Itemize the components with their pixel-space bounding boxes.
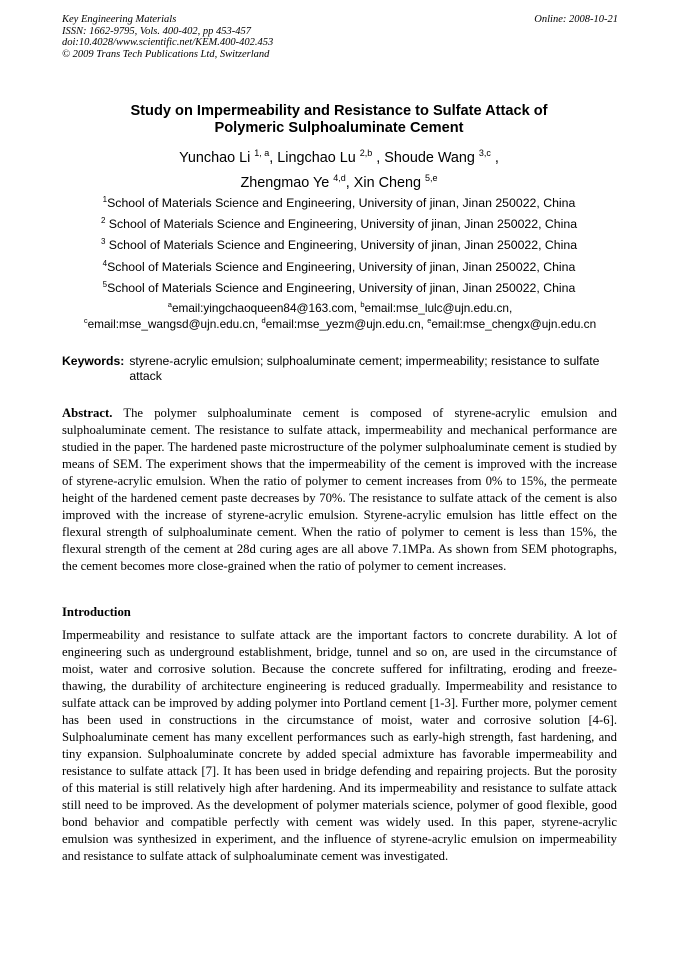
author-separator: ,: [490, 150, 499, 166]
author-affil-sup: 2,b: [359, 148, 373, 158]
author-name: Xin Cheng: [353, 175, 422, 191]
issn-line: ISSN: 1662-9795, Vols. 400-402, pp 453-457: [62, 25, 251, 37]
abstract-paragraph: [62, 405, 617, 575]
email-sup: c: [83, 315, 88, 325]
title-line-1: Study on Impermeability and Resistance to Sulfate Attack of: [130, 103, 548, 119]
author-affil-sup: 3,c: [478, 148, 491, 158]
affiliation-sup: 3: [100, 237, 106, 247]
author-name: Zhengmao Ye: [240, 175, 330, 191]
affiliation-text: School of Materials Science and Engineering, University of jinan, Jinan 250022, China: [105, 238, 578, 253]
keywords-text: styrene-acrylic emulsion; sulphoaluminate cement; impermeability; resistance to sulfate attack: [129, 354, 600, 383]
affiliation-item: [62, 257, 616, 278]
email-link[interactable]: email:mse_yezm@ujn.edu.cn,: [265, 316, 428, 331]
author-name: Yunchao Li: [179, 150, 251, 166]
abstract-label: Abstract.: [62, 406, 113, 420]
email-link[interactable]: email:mse_wangsd@ujn.edu.cn,: [87, 316, 262, 331]
email-sup: e: [427, 315, 432, 325]
paper-title: [62, 103, 616, 137]
online-date: Online: 2008-10-21: [534, 14, 618, 25]
email-sup: b: [360, 300, 365, 309]
author-affil-sup: 5,e: [425, 173, 438, 183]
email-link[interactable]: email:yingchaoqueen84@163.com,: [171, 301, 361, 315]
keywords-block: [62, 354, 618, 384]
affiliation-text: School of Materials Science and Engineering, University of jinan, Jinan 250022, China: [107, 259, 576, 274]
author-affil-sup: 1, a: [254, 148, 270, 158]
title-line-2: Polymeric Sulphoaluminate Cement: [214, 120, 464, 136]
author-affil-sup: 4,d: [333, 173, 346, 183]
affiliation-text: School of Materials Science and Engineering, University of jinan, Jinan 250022, China: [107, 196, 576, 210]
author-separator: ,: [372, 150, 385, 166]
author-name: Shoude Wang: [384, 150, 475, 166]
affiliation-sup: 5: [102, 279, 108, 289]
journal-name: Key Engineering Materials: [62, 14, 177, 25]
email-sup: a: [167, 300, 172, 309]
affiliation-item: [62, 278, 616, 299]
doi-line: doi:10.4028/www.scientific.net/KEM.400-402.453: [62, 37, 274, 48]
abstract-text: The polymer sulphoaluminate cement is composed of styrene-acrylic emulsion and sulphoaluminate cement. The resistance to sulfate attack, impermeability and mechanical performance are studied in the paper. The hardened paste microstructure of the polymer sulphoaluminate cement is studied by means of SEM. The experiment shows that the impermeability of the cement is improved with the increase of styrene-acrylic emulsion. When the ratio of polymer to cement increases from 0% to 15%, the permeate height of the hardened cement paste decreases by 70%. The resistance to sulfate attack of the cement is also improved with the increase of styrene-acrylic emulsion. Styrene-acrylic emulsion has little effect on the flexural strength of sulphoaluminate cement. When the ratio of polymer to cement is less than 15%, the flexural strength of the cement at 28d curing ages are all above 7.1MPa. As shown from SEM photographs, the cement becomes more close-grained when the ratio of polymer to cement increases.: [62, 406, 617, 573]
author-separator: ,: [269, 150, 278, 166]
affiliation-text: School of Materials Science and Engineering, University of jinan, Jinan 250022, China: [107, 280, 576, 295]
affiliation-text: School of Materials Science and Engineering, University of jinan, Jinan 250022, China: [105, 217, 578, 232]
affiliation-item: [62, 214, 616, 235]
copyright-line: © 2009 Trans Tech Publications Ltd, Switzerland: [62, 48, 270, 60]
author-name: Lingchao Lu: [277, 150, 356, 166]
email-link[interactable]: email:mse_lulc@ujn.edu.cn,: [364, 301, 513, 315]
introduction-paragraph: Impermeability and resistance to sulfate attack are the important factors to concrete durability. A lot of engineering such as underground establishment, bridge, tunnel and so on, are used in the circumstance of moist, water and corrosive solution. Because the concrete suffered for infiltrating, eroding and freeze-thawing, the durability of architecture engineering is reduced gradually. Impermeability and resistance to sulfate attack can be improved by adding polymer into Portland cement [1-3]. Further more, polymer cement has been used in constructions in the circumstance of moist, water and corrosive solution [4-6]. Sulphoaluminate cement has many excellent performances such as early-high strength, fast hardening, and tiny expansion. Sulphoaluminate concrete by added special admixture has favorable impermeability and resistance to sulfate attack [7]. It has been used in bridge defending and repairing projects. But the porosity of this material is still relatively high after hardening. And its impermeability and resistance to sulfate attack still need to be improved. As the development of polymer materials science, polymer of good flexible, good bond behavior and compatible perfectly with cement was widely used. In this paper, styrene-acrylic emulsion was synthesized in experiment, and the influence of styrene-acrylic emulsion on impermeability and resistance to sulfate attack of sulphoaluminate cement was investigated.: [62, 628, 617, 863]
authors-line-1: [62, 146, 616, 171]
keywords-label: Keywords:: [62, 354, 125, 368]
email-line-1: [62, 301, 618, 317]
affiliation-list: [62, 193, 616, 299]
affiliation-sup: 4: [102, 258, 108, 268]
email-line-2: [62, 317, 618, 333]
author-separator: ,: [345, 175, 354, 191]
author-list: [62, 146, 616, 196]
affiliation-sup: 2: [100, 216, 106, 226]
introduction-heading: Introduction: [62, 605, 131, 619]
affiliation-item: [62, 193, 616, 214]
email-sup: d: [261, 315, 266, 325]
email-link[interactable]: email:mse_chengx@ujn.edu.cn: [431, 316, 597, 331]
affiliation-sup: 1: [102, 195, 108, 204]
email-list: [62, 301, 618, 332]
affiliation-item: [62, 235, 616, 256]
journal-header: [62, 14, 618, 60]
